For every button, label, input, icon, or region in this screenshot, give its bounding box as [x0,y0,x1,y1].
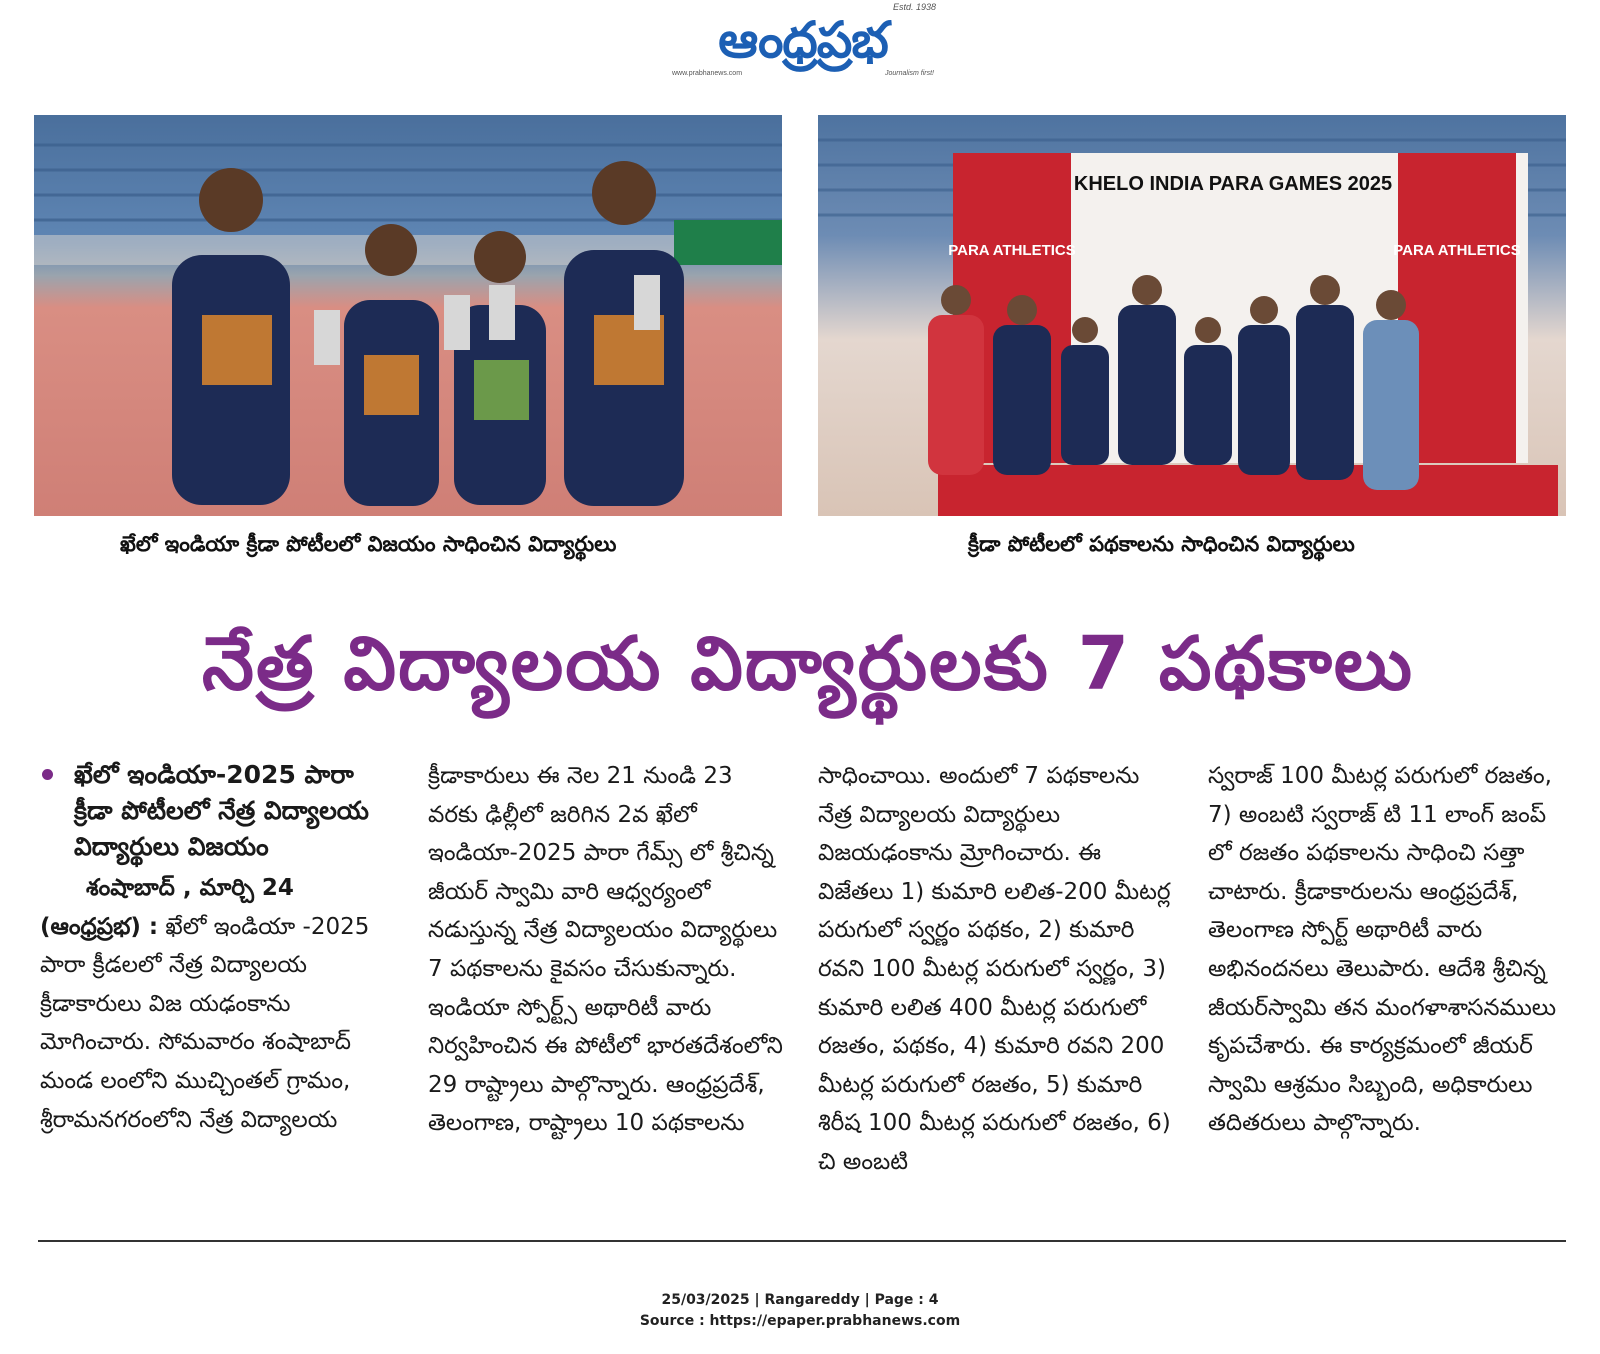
photo-medal-winners-four [34,115,782,516]
photo-podium-group [818,115,1566,516]
bullet-icon [42,769,53,780]
banner-title: KHELO INDIA PARA GAMES 2025 [1073,173,1393,195]
footer-source-link[interactable]: Source : https://epaper.prabhanews.com [639,1313,961,1329]
article-col1-text: ఖేలో ఇండియా -2025 పారా క్రీడలలో నేత్ర విద్యాలయ క్రీడాకారులు విజ యఢంకాను మోగించారు. సోమవారం శంషాబాద్ మండ లంలోని ముచ్చింతల్ గ్రామం, శ్రీరామనగరంలోని నేత్ర విద్యాలయ [40,913,370,1133]
article-highlights [40,757,390,865]
caption-left-photo: ఖేలో ఇండియా క్రీడా పోటీలలో విజయం సాధించిన విద్యార్థులు [120,532,617,556]
article-column-4 [1208,757,1568,1143]
footer-edition-info: 25/03/2025 | Rangareddy | Page : 4 [661,1292,939,1308]
article-column-1 [40,757,390,1139]
article-column-3 [818,757,1178,1182]
article-col4-text: స్వరాజ్ 100 మీటర్ల పరుగులో రజతం, 7) అంబటి స్వరాజ్ టి 11 లాంగ్ జంప్ లో రజతం పథకాలను సాధించి సత్తా చాటారు. క్రీడాకారులను ఆంధ్రప్రదేశ్, తెలంగాణ స్పోర్ట్ అథారిటీ వారు అభినందనలు తెలుపారు. ఆదేశి శ్రీచిన్న జీయర్‌స్వామి తన మంగళాశాసనములు కృపచేశారు. ఈ కార్యక్రమంలో జీయర్ స్వామి ఆశ్రమం సిబ్బంది, అధికారులు తదితరులు పాల్గొన్నారు. [1208,763,1557,1137]
masthead-estd: Estd. 1938 [892,2,936,12]
photo-right-illustration [818,115,1566,516]
bottom-rule [38,1240,1566,1242]
masthead-tagline: Journalism first! [884,70,934,77]
photo-left-illustration [34,115,782,516]
article-col1-body [40,908,390,1140]
highlights-text: ఖేలో ఇండియా-2025 పారా క్రీడా పోటీలలో నేత్ర విద్యాలయ విద్యార్థులు విజయం [74,760,369,861]
banner-left-panel: PARA ATHLETICS [948,242,1076,259]
banner-right-panel: PARA ATHLETICS [1393,242,1521,259]
masthead-logo [668,2,938,82]
masthead-name: ఆంధ్రప్రభ [718,11,888,69]
article-dateline: శంషాబాద్ , మార్చి 24 [86,875,294,901]
article-column-2 [428,757,788,1143]
masthead-website: www.prabhanews.com [672,70,743,77]
article-col2-text: క్రీడాకారులు ఈ నెల 21 నుండి 23 వరకు ఢిల్లీలో జరిగిన 2వ ఖేలో ఇండియా-2025 పారా గేమ్స్ లో శ్రీచిన్న జీయర్ స్వామి వారి ఆధ్వర్యంలో నడుస్తున్న నేత్ర విద్యాలయం విద్యార్థులు 7 పథకాలను కైవసం చేసుకున్నారు. ఇండియా స్పోర్ట్స్ అథారిటీ వారు నిర్వహించిన ఈ పోటీలో భారతదేశంలోని 29 రాష్ట్రాలు పాల్గొన్నారు. ఆంధ్రప్రదేశ్, తెలంగాణ, రాష్ట్రాలు 10 పథకాలను [428,763,783,1137]
article-headline: నేత్ర విద్యాలయ విద్యార్థులకు 7 పథకాలు [202,621,1414,707]
caption-right-photo: క్రీడా పోటీలలో పథకాలను సాధించిన విద్యార్థులు [968,532,1355,556]
article-source-tag: (ఆంధ్రప్రభ) : [40,913,159,940]
article-col3-text: సాధించాయి. అందులో 7 పథకాలను నేత్ర విద్యాలయ విద్యార్థులు విజయఢంకాను మ్రోగించారు. ఈ విజేతలు 1) కుమారి లలిత-200 మీటర్ల పరుగులో స్వర్ణం పథకం, 2) కుమారి రవని 100 మీటర్ల పరుగులో స్వర్ణం, 3) కుమారి లలిత 400 మీటర్ల పరుగులో రజతం, పథకం, 4) కుమారి రవని 200 మీటర్ల పరుగులో రజతం, 5) కుమారి శిరీష 100 మీటర్ల పరుగులో రజతం, 6) చి అంబటి [818,763,1171,1175]
